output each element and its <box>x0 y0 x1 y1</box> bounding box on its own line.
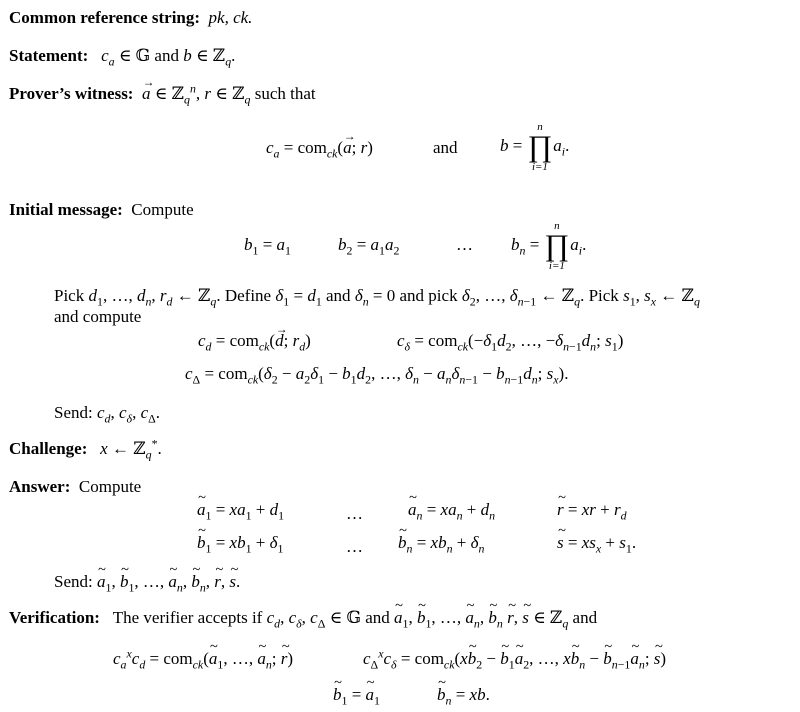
answer-line <box>9 477 141 497</box>
witness-eq1: $c_a = com_{ck}(\to a$; r) <box>266 138 373 158</box>
eq-bt1: ~ $b_1 = xb_1 + \delta_1$ <box>197 533 284 553</box>
statement-line <box>9 46 236 69</box>
product-symbol: n ∏ i=1 <box>544 220 570 272</box>
statement-text: $c_a$ ∈ 𝔾 and b ∈ ℤ$_q$. <box>101 46 236 69</box>
eq-bn: $b_n$ = n ∏ i=1 $a_i$. <box>511 220 587 272</box>
witness-and: and <box>433 138 458 157</box>
answer-dots-2: … <box>346 537 363 556</box>
initial-line: Initial message: Compute <box>9 200 194 219</box>
verification-label: Verification: <box>9 608 100 627</box>
eq-b2: $b_2 = a_1a_2$ <box>338 235 400 258</box>
challenge-line <box>9 436 162 462</box>
pick-text-2: and compute <box>54 307 142 326</box>
initial-dots: … <box>456 235 473 254</box>
eq-a1: ~ $a_1 = xa_1 + d_1$ <box>197 500 284 520</box>
answer-dots-1: … <box>346 504 363 523</box>
verify-eq-3: ~ $b_1$ = ~ $a_1$ <box>333 685 380 705</box>
crs-line <box>9 8 252 28</box>
crs-value: pk, ck. <box>204 8 253 27</box>
eq-cd: $c_d = com_{ck}(\to d$; $r_d$) <box>198 331 311 351</box>
verification-line <box>9 608 598 631</box>
pick-text-1: Pick $d_1$, …, $d_n$, $r_d$ ← ℤ$_q$. Define $\delta_1 = d_1$ and $\delta_n = 0$ and pick $\delta_2$, …, $\delta_{n-1}$ ← ℤ$_q$. Pick $s_1$, $s_x$ ← ℤ$_q$ <box>54 286 700 309</box>
verify-eq-4: ~ $b_n$ = xb. <box>437 685 490 705</box>
witness-line <box>9 81 316 107</box>
witness-label: Prover’s witness: <box>9 84 134 103</box>
initial-send: Send: $c_d$, $c_\delta$, $c_\Delta$. <box>54 403 161 426</box>
verify-eq-1: $c_a^xc_d$ = com$_{ck}$(~ $a_1$, …, ~ $a_n$; ~ r) <box>113 649 293 669</box>
answer-label: Answer: <box>9 477 71 496</box>
eq-btn: ~ $b_n = xb_n + \delta_n$ <box>398 533 485 553</box>
verification-text: The verifier accepts if $c_d$, $c_\delta$, $c_\Delta$ ∈ 𝔾 and ~ $a_1$, ~ $b_1$, …, ~ $a_n$, ~ $b_n$ ~ r, ~ s ∈ ℤ$_q$ and <box>104 608 597 627</box>
witness-text: → a ∈ ℤ$_q^n$, r ∈ ℤ$_q$ such that <box>138 84 316 103</box>
challenge-label: Challenge: <box>9 439 88 458</box>
eq-an: ~ $a_n = xa_n + d_n$ <box>408 500 495 520</box>
product-symbol: n ∏ i=1 <box>527 121 553 173</box>
eq-b1: $b_1 = a_1$ <box>244 235 291 258</box>
statement-label: Statement: <box>9 46 89 65</box>
answer-intro: Compute <box>78 477 142 496</box>
initial-label: Initial message: <box>9 200 123 219</box>
answer-send: Send: ~ $a_1$, ~ $b_1$, …, ~ $a_n$, ~ $b_n$, ~ r, ~ s. <box>54 572 240 592</box>
eq-s: ~ $s = xs_x + s_1$. <box>557 533 636 553</box>
witness-eq2: b = n ∏ i=1 $a_i$. <box>500 121 570 173</box>
challenge-text: x ← ℤ$_q$*. <box>100 436 162 462</box>
eq-cDelta: $c_\Delta = com_{ck}(\delta_2 - a_2\delta_1 - b_1d_2$, …, $\delta_n - a_n\delta_{n-1} - b_{n-1}d_n$; $s_x$). <box>185 364 569 387</box>
eq-cdelta: $c_\delta = com_{ck}(-\delta_1d_2$, …, $-\delta_{n-1}d_n$; $s_1$) <box>397 331 624 354</box>
eq-r: ~ r = xr + $r_d$ <box>557 500 627 520</box>
crs-label: Common reference string: <box>9 8 201 27</box>
verify-eq-2: $c_\Delta^xc_\delta$ = com$_{ck}$(x~ $b_2$ − ~ $b_1\sim$ $a_2$, …, x~ $b_n$ − ~ $b_{n-1}\sim$ $a_n$; ~ s) <box>363 649 666 669</box>
